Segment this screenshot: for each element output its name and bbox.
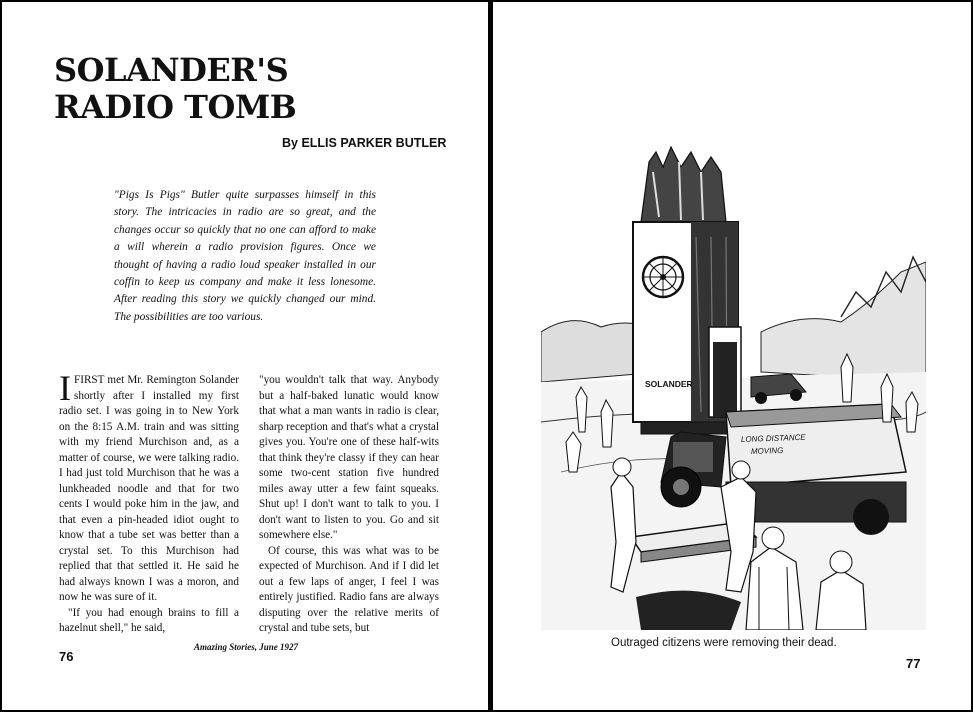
- text-column-2: [259, 373, 439, 637]
- drop-cap: I: [59, 368, 71, 408]
- intro-blurb: "Pigs Is Pigs" Butler quite surpasses himself in this story. The intricacies in radio are so great, and the changes occur so quickly that no one can afford to make a will wherein a radio provision figures. Once we thought of having a radio loud speaker installed in our coffin to keep us company and make it less lonesome. After reading this story we quickly changed our mind. The possibilities are too various.: [114, 189, 376, 323]
- paragraph: IFIRST met Mr. Remington Solander shortly after I installed my first radio set. I was going in to New York on the 8:15 A.M. train and was sitting with my friend Murchison and, as a matter of course, we were talking radio. I had just told Murchison that he was a lunkheaded noodle and that for two cents I would poke him in the jaw, and that even a pin-headed idiot ought to know that a tube set was better than a crystal set. To this Murchison had replied that that settled it. He said he had always known I was a moron, and now he was sure of it.: [59, 368, 239, 603]
- illustration-caption: Outraged citizens were removing their dead.: [611, 637, 837, 649]
- paragraph: "If you had enough brains to fill a hazelnut shell," he said,: [59, 606, 239, 634]
- title-line-2: RADIO TOMB: [54, 88, 297, 126]
- left-page: [2, 2, 488, 710]
- text-column-1: [59, 368, 239, 637]
- right-page: [493, 2, 971, 710]
- page-number-right: 77: [906, 656, 921, 671]
- title-line-1: SOLANDER'S: [54, 51, 289, 89]
- paragraph: Of course, this was what was to be expected of Murchison. And if I did let out a few laps of anger, I feel I was entirely justified. Radio fans are always disputing over the relative merits of crystal and tube sets, but: [259, 544, 439, 634]
- story-title: [54, 52, 296, 126]
- cemetery-illustration: [541, 142, 926, 630]
- page-number-left: 76: [59, 649, 74, 664]
- byline: By ELLIS PARKER BUTLER: [282, 136, 447, 150]
- monument-label: SOLANDER: [645, 379, 693, 389]
- footer-journal: Amazing Stories, June 1927: [194, 642, 299, 652]
- truck-label-1: LONG DISTANCE: [740, 432, 806, 444]
- paragraph: "you wouldn't talk that way. Anybody but a half-baked lunatic would know that what a man wants in radio is clear, sharp reception and that's what a crystal gives you. You're one of these half-wits that think they're classy if they can hear some two-cent station five hundred miles away utter a few faint squeaks. Shut up! I don't want to talk to you. I don't want to listen to you. Go and sit somewhere else.": [259, 374, 439, 541]
- truck-label-2: MOVING: [750, 445, 784, 456]
